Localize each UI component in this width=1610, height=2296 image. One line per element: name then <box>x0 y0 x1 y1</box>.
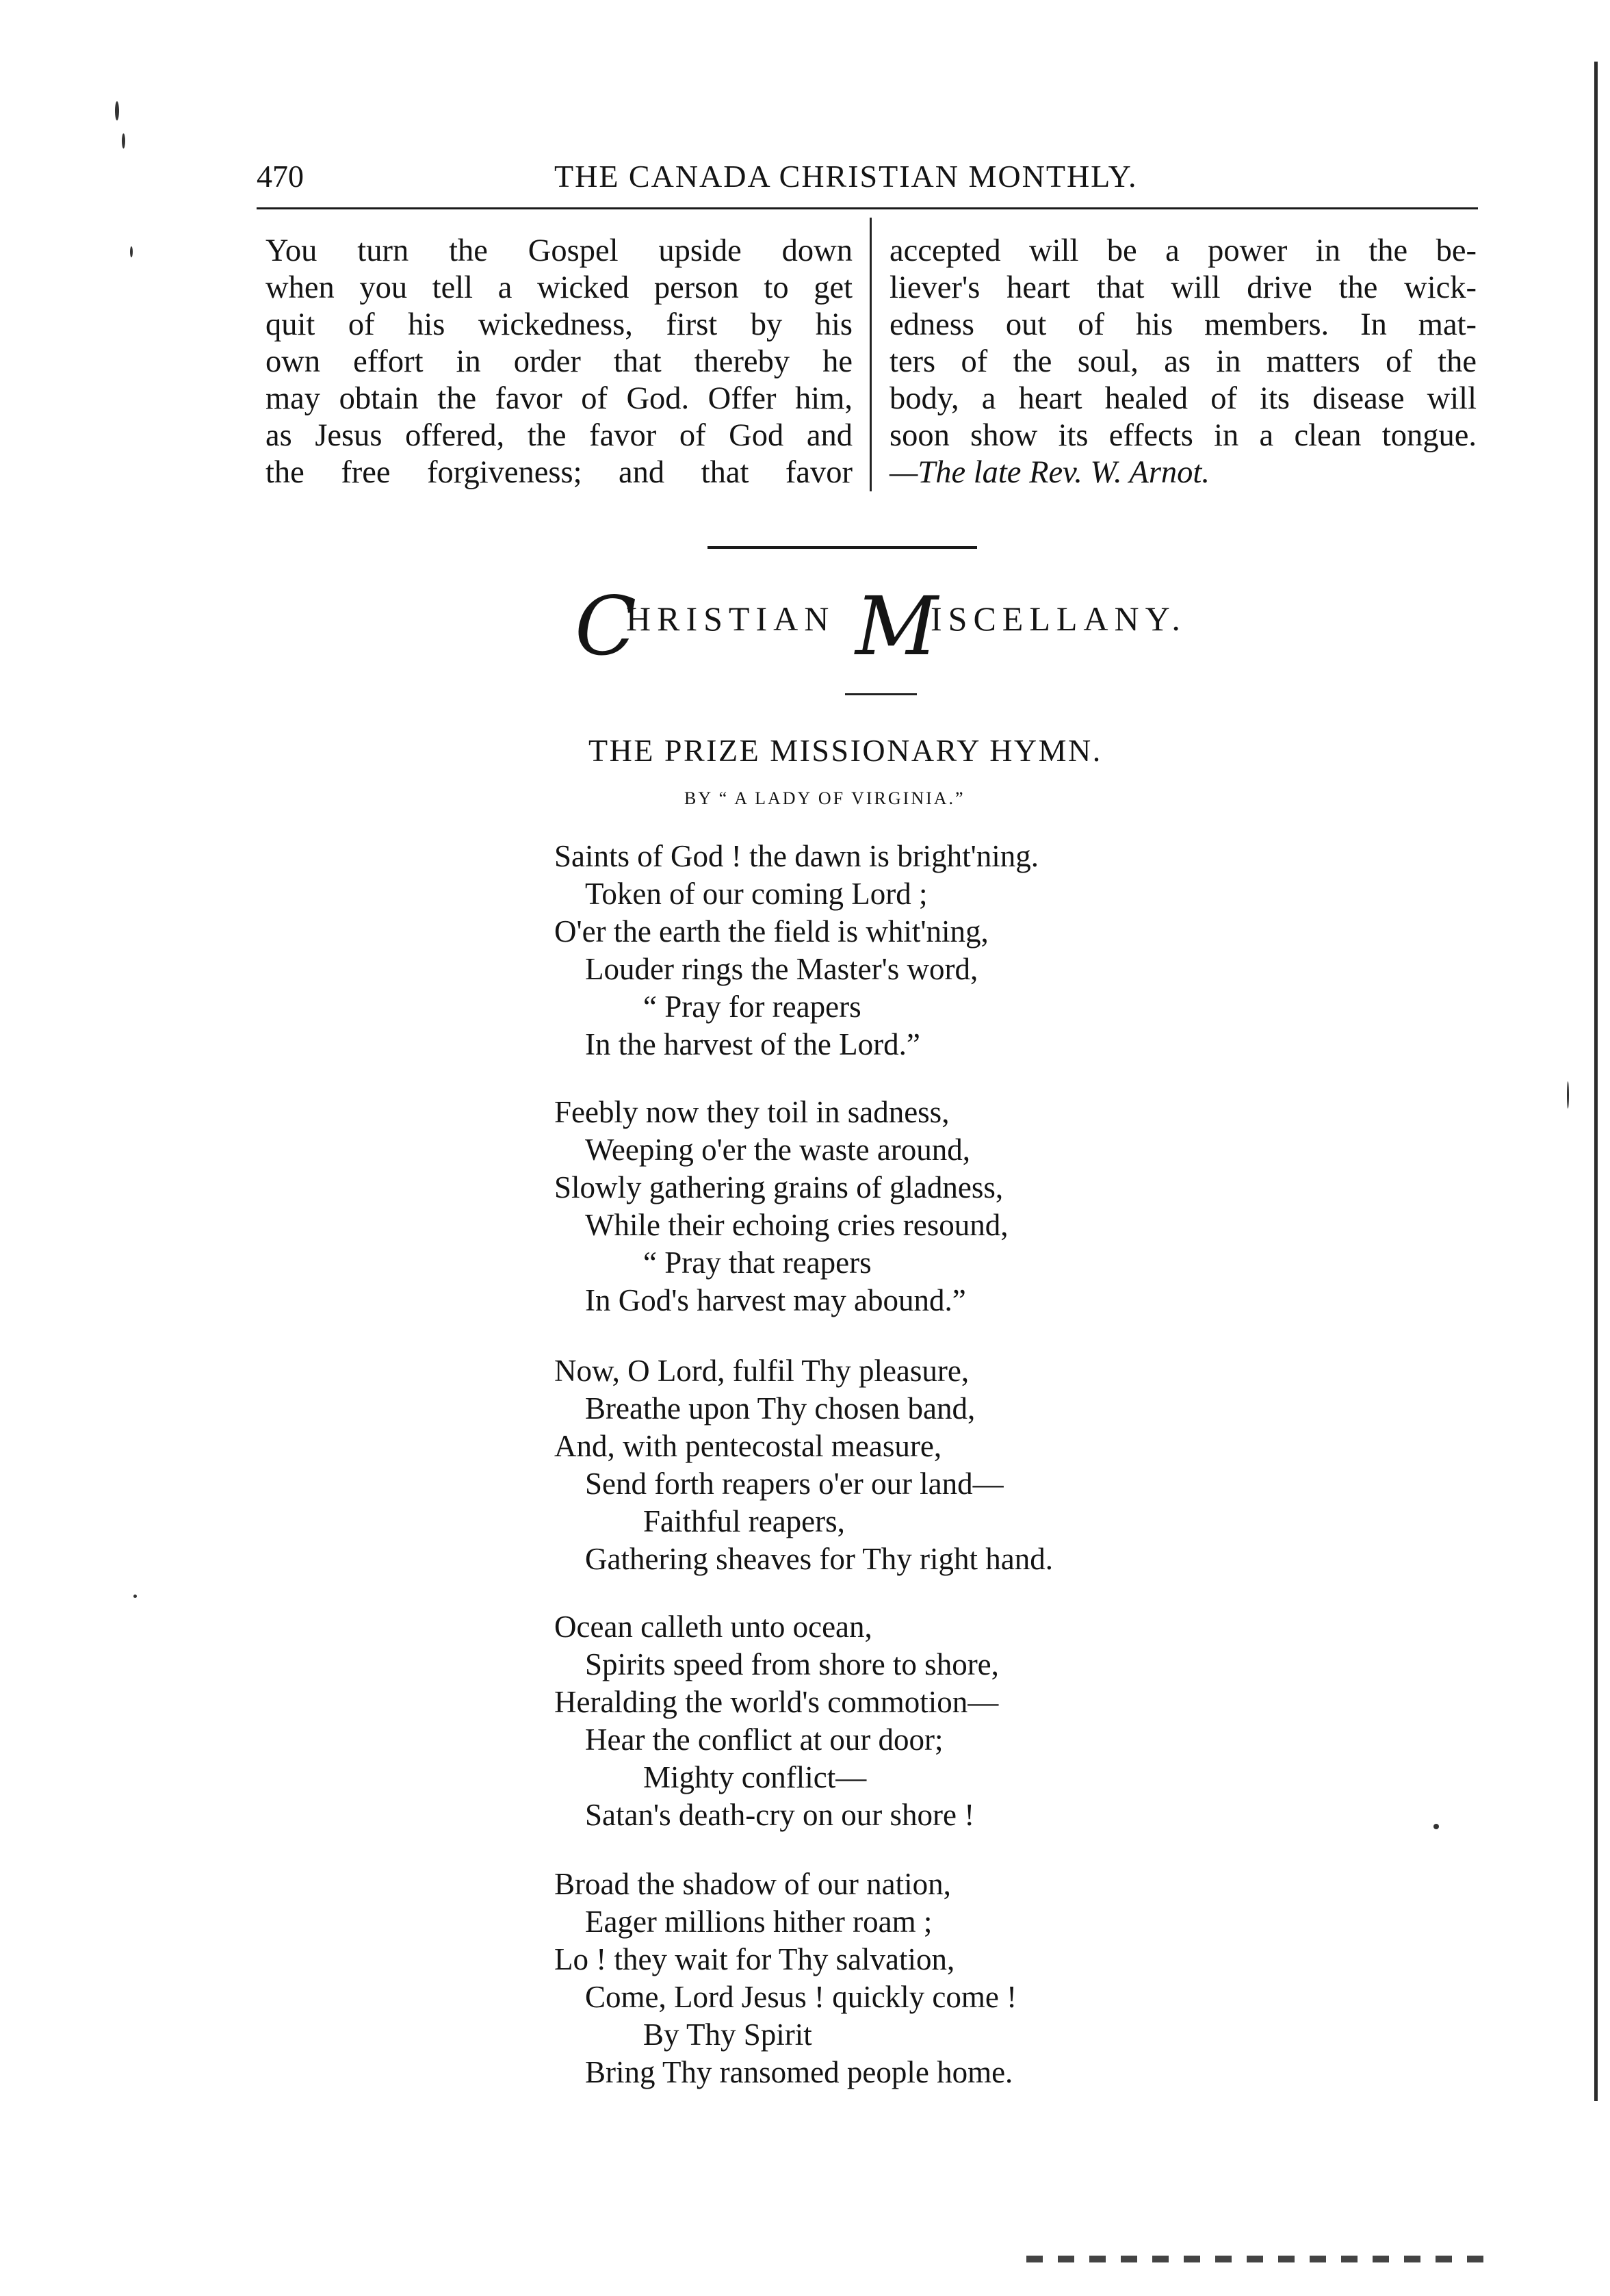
hymn-line: Saints of God ! the dawn is bright'ning. <box>554 839 1039 873</box>
hymn-line: Feebly now they toil in sadness, <box>554 1095 950 1129</box>
hymn-line: Now, O Lord, fulfil Thy pleasure, <box>554 1354 970 1388</box>
hymn-line: By Thy Spirit <box>643 2017 812 2052</box>
hymn-line: Bring Thy ransomed people home. <box>585 2055 1013 2089</box>
prose-line: liever's heart that will drive the wick- <box>890 270 1477 305</box>
prose-line: soon show its effects in a clean tongue. <box>890 418 1477 453</box>
hymn-title: THE PRIZE MISSIONARY HYMN. <box>588 733 1102 768</box>
prose-line: edness out of his members. In mat- <box>890 307 1477 342</box>
hymn-line: Hear the conflict at our door; <box>585 1723 944 1757</box>
prose-line: may obtain the favor of God. Offer him, <box>265 381 853 416</box>
running-title: THE CANADA CHRISTIAN MONTHLY. <box>554 159 1138 194</box>
section-divider-rule <box>707 546 977 549</box>
section-heading <box>547 578 1211 681</box>
hymn-stanza-4 <box>554 1608 999 1834</box>
hymn-line: In the harvest of the Lord.” <box>585 1027 920 1061</box>
scan-noise-strip <box>1026 2256 1492 2262</box>
column-divider <box>870 218 872 491</box>
prose-column-left <box>265 233 853 491</box>
hymn-line: Spirits speed from shore to shore, <box>585 1647 999 1681</box>
hymn-line: Lo ! they wait for Thy salvation, <box>554 1942 955 1976</box>
scan-speck <box>1567 1081 1569 1109</box>
page-binding-edge <box>1594 62 1598 2101</box>
scan-speck <box>1433 1824 1439 1829</box>
hymn-line: While their echoing cries resound, <box>585 1208 1009 1242</box>
hymn-line: O'er the earth the field is whit'ning, <box>554 914 989 949</box>
prose-line: the free forgiveness; and that favor <box>265 455 853 490</box>
heading-word-miscellany: ISCELLANY. <box>931 599 1186 638</box>
prose-line: ters of the soul, as in matters of the <box>890 344 1477 379</box>
hymn-line: Breathe upon Thy chosen band, <box>585 1391 976 1426</box>
hymn-line: Gathering sheaves for Thy right hand. <box>585 1542 1053 1576</box>
scan-speck <box>130 246 133 257</box>
header-rule <box>257 207 1478 209</box>
hymn-line: Faithful reapers, <box>643 1504 845 1538</box>
heading-short-rule <box>845 693 917 695</box>
hymn-stanza-5 <box>554 1866 1017 2091</box>
hymn-line: And, with pentecostal measure, <box>554 1429 942 1463</box>
hymn-stanza-1 <box>554 838 1039 1063</box>
hymn-line: In God's harvest may abound.” <box>585 1283 966 1317</box>
hymn-line: “ Pray that reapers <box>643 1246 872 1280</box>
hymn-line: Louder rings the Master's word, <box>585 952 978 986</box>
scan-speck <box>133 1595 137 1598</box>
hymn-line: Broad the shadow of our nation, <box>554 1867 951 1901</box>
heading-initial-m: M <box>855 579 938 673</box>
prose-line: as Jesus offered, the favor of God and <box>265 418 853 453</box>
hymn-line: “ Pray for reapers <box>643 990 861 1024</box>
hymn-line: Come, Lord Jesus ! quickly come ! <box>585 1980 1017 2014</box>
page-number: 470 <box>257 159 304 194</box>
hymn-line: Heralding the world's commotion— <box>554 1685 999 1719</box>
prose-line: when you tell a wicked person to get <box>265 270 853 305</box>
prose-line: body, a heart healed of its disease will <box>890 381 1477 416</box>
hymn-stanza-3 <box>554 1352 1053 1578</box>
hymn-line: Eager millions hither roam ; <box>585 1905 933 1939</box>
prose-line: accepted will be a power in the be- <box>890 233 1477 268</box>
prose-line: own effort in order that thereby he <box>265 344 853 379</box>
hymn-line: Slowly gathering grains of gladness, <box>554 1170 1004 1204</box>
hymn-line: Weeping o'er the waste around, <box>585 1133 971 1167</box>
hymn-byline: BY “ A LADY OF VIRGINIA.” <box>684 788 965 808</box>
scan-speck <box>115 101 119 120</box>
heading-initial-c: C <box>575 579 637 673</box>
hymn-line: Ocean calleth unto ocean, <box>554 1610 872 1644</box>
prose-line: quit of his wickedness, first by his <box>265 307 853 342</box>
hymn-stanza-2 <box>554 1094 1009 1319</box>
scan-speck <box>122 133 125 149</box>
hymn-line: Mighty conflict— <box>643 1760 867 1794</box>
attribution: —The late Rev. W. Arnot. <box>890 455 1210 490</box>
hymn-line: Satan's death-cry on our shore ! <box>585 1798 975 1832</box>
prose-line: You turn the Gospel upside down <box>265 233 853 268</box>
hymn-line: Token of our coming Lord ; <box>585 877 928 911</box>
hymn-line: Send forth reapers o'er our land— <box>585 1467 1004 1501</box>
heading-word-christian: HRISTIAN <box>626 599 835 638</box>
prose-column-right <box>890 233 1477 491</box>
